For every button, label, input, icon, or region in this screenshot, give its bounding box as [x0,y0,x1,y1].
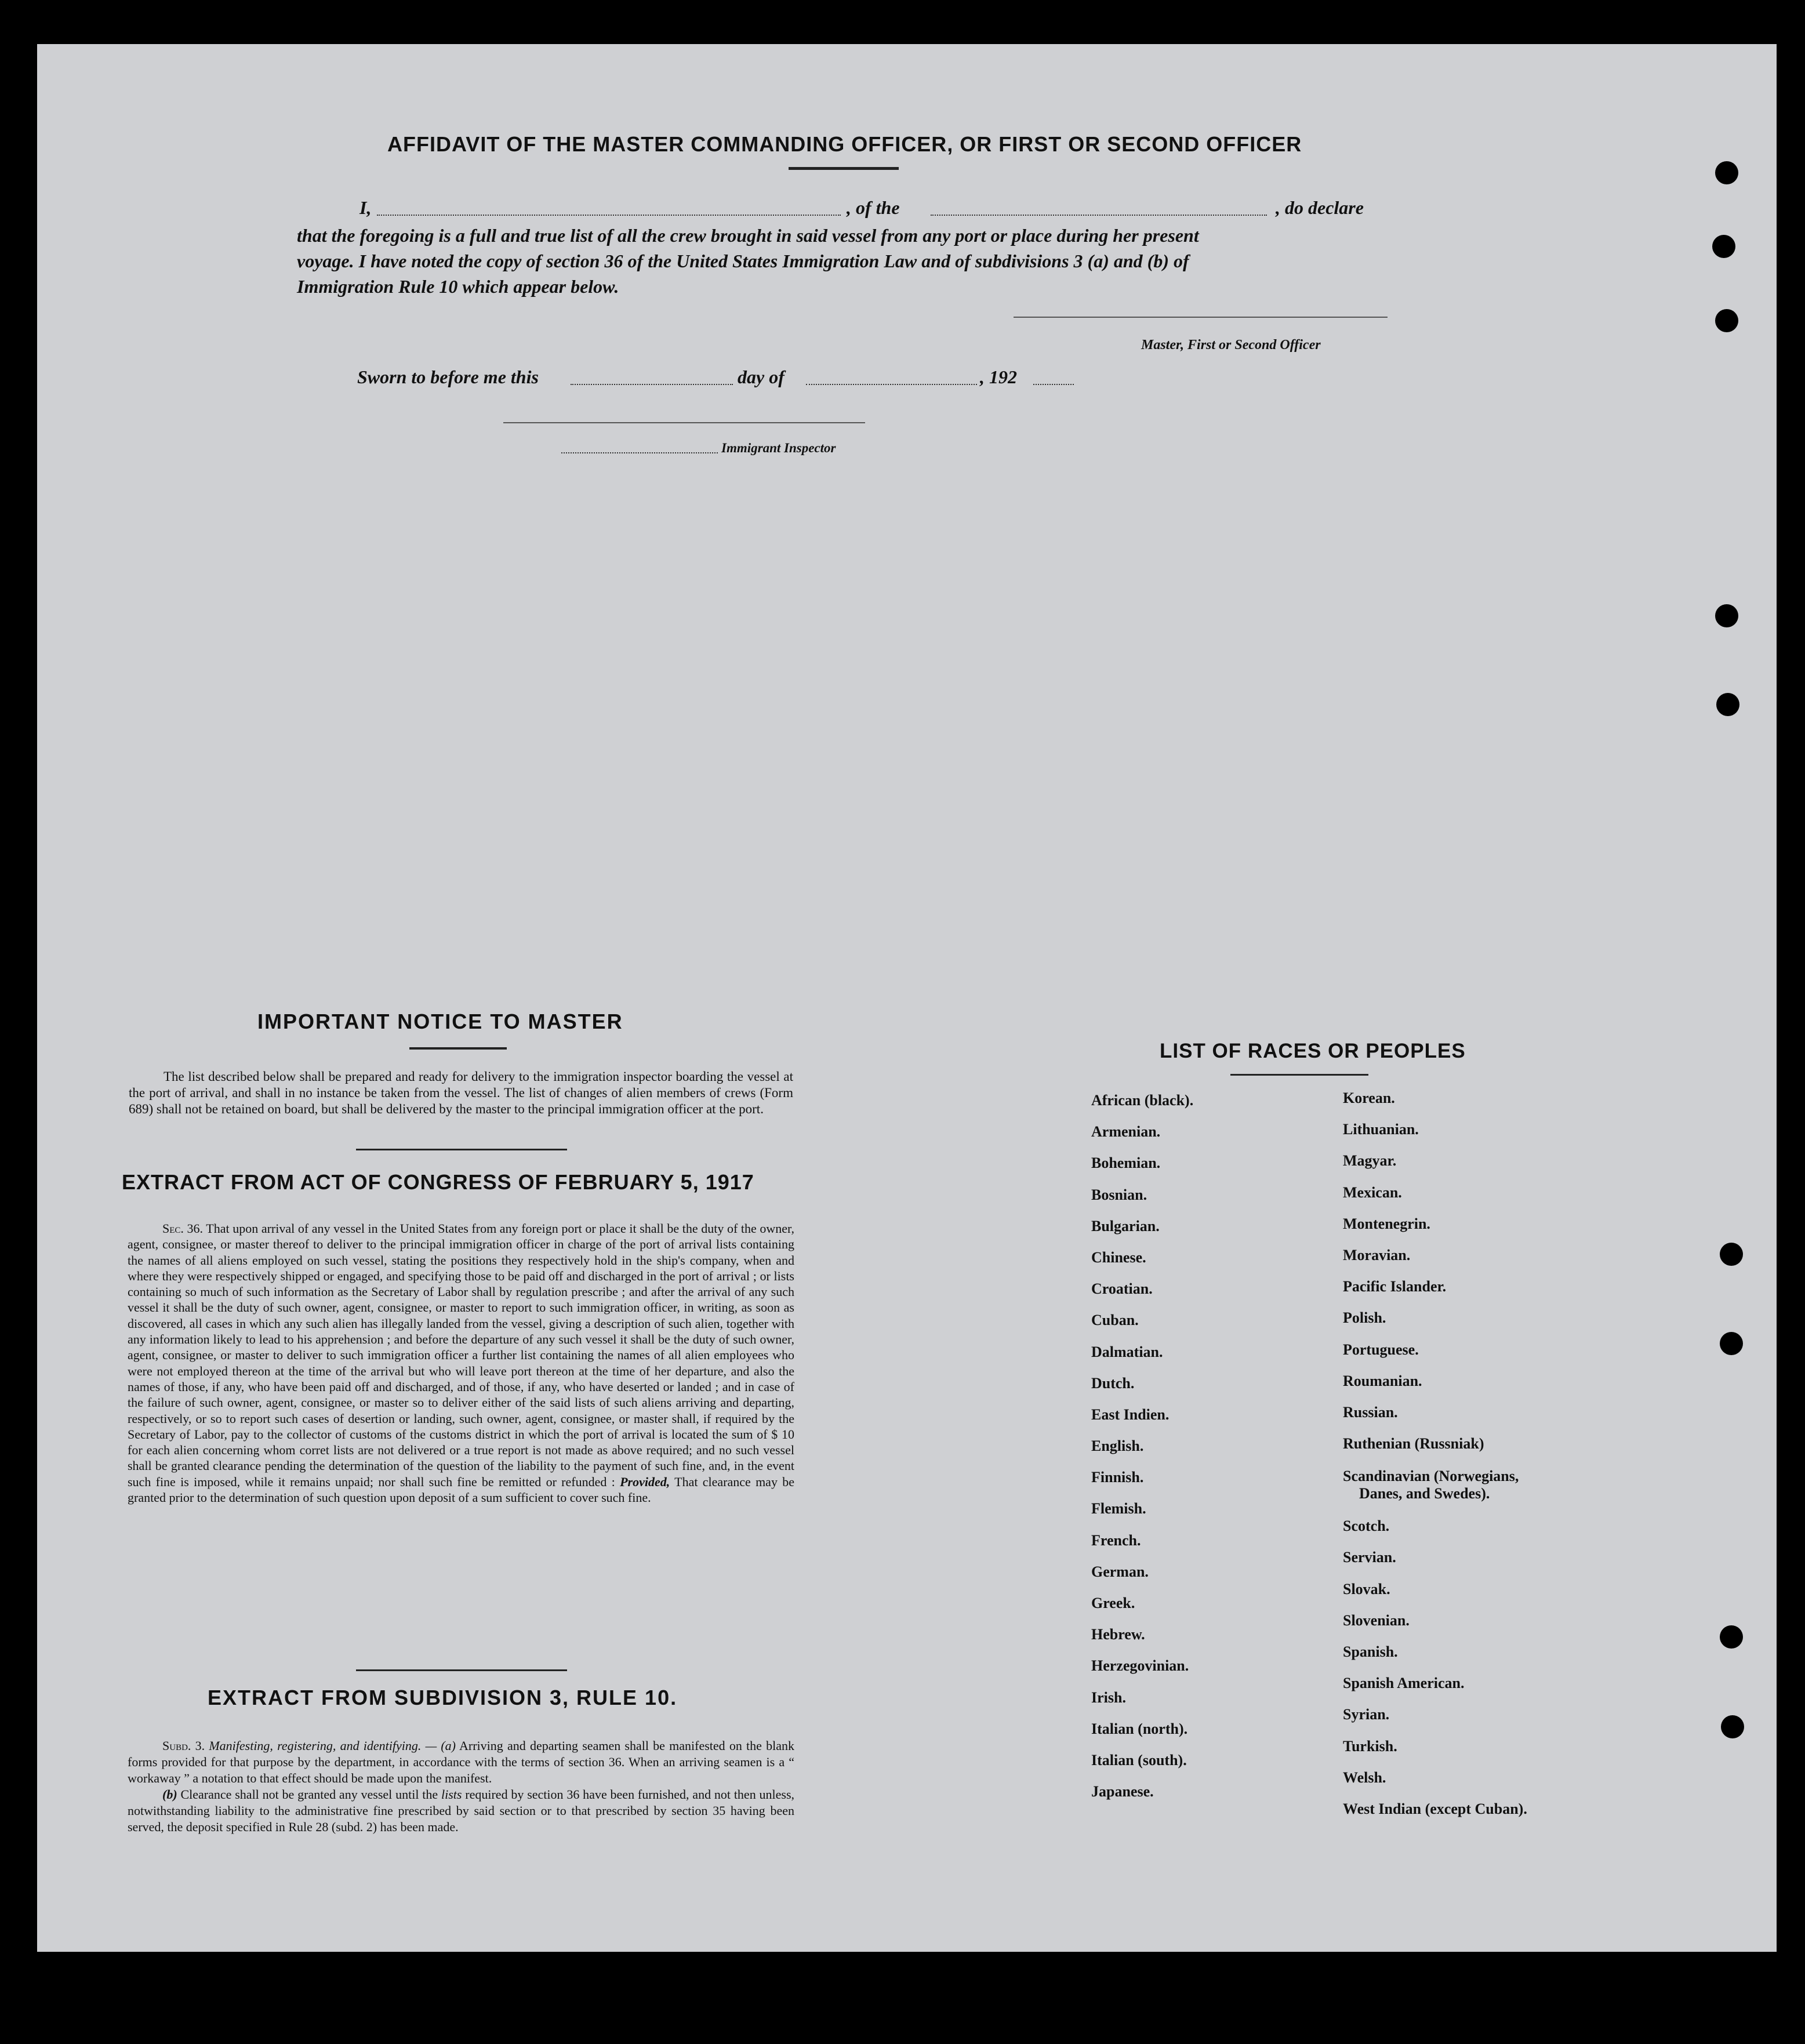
punch-hole-2 [1712,235,1735,258]
races-right-column [1343,1090,1527,1832]
sworn-label: Sworn to before me this [357,366,539,387]
race-bohemian: Bohemian. [1091,1154,1161,1172]
race-italian-north: Italian (north). [1091,1720,1188,1737]
extract-rule-title: EXTRACT FROM SUBDIVISION 3, RULE 10. [208,1686,678,1709]
subd-label: Subd. 3. [162,1738,205,1753]
affidavit-of-the: , of the [847,197,900,218]
race-flemish: Flemish. [1091,1500,1146,1517]
race-roumanian: Roumanian. [1343,1372,1422,1389]
inspector-dotted-line [561,452,718,453]
subd-b-lists: lists [441,1787,462,1802]
race-italian-south: Italian (south). [1091,1751,1187,1769]
affidavit-i: I, [359,197,372,218]
subd-a-label: — (a) [425,1738,456,1753]
race-moravian: Moravian. [1343,1246,1411,1264]
races-title-rule [1230,1074,1368,1076]
notice-title: IMPORTANT NOTICE TO MASTER [257,1010,623,1033]
race-slovak: Slovak. [1343,1580,1390,1598]
race-irish: Irish. [1091,1689,1126,1706]
punch-hole-9 [1721,1715,1744,1738]
race-chinese: Chinese. [1091,1248,1146,1266]
race-dalmatian: Dalmatian. [1091,1343,1163,1360]
race-spanish: Spanish. [1343,1643,1398,1660]
affidavit-line-4: Immigration Rule 10 which appear below. [297,276,619,297]
sworn-month-field[interactable] [806,384,977,385]
race-turkish: Turkish. [1343,1737,1397,1755]
race-magyar: Magyar. [1343,1152,1397,1170]
extract-rule-text [128,1738,794,1835]
race-scotch: Scotch. [1343,1517,1390,1535]
race-dutch: Dutch. [1091,1374,1135,1392]
race-scandinavian-line-2: Danes, and Swedes). [1359,1485,1490,1502]
notice-text [129,1069,793,1117]
punch-hole-3 [1715,309,1738,332]
race-armenian: Armenian. [1091,1123,1161,1141]
sworn-date-field[interactable] [571,384,733,385]
punch-hole-4 [1715,604,1738,627]
sec-36-label: Sec. 36. [162,1221,204,1236]
inspector-caption: Immigrant Inspector [721,441,836,455]
affidavit-title: AFFIDAVIT OF THE MASTER COMMANDING OFFICER, OR FIRST OR SECOND OFFICER [387,132,1302,156]
extract-act-text [128,1221,794,1505]
race-ruthenian: Ruthenian (Russniak) [1343,1435,1484,1453]
race-montenegrin: Montenegrin. [1343,1215,1430,1232]
notice-title-rule [409,1047,507,1050]
affidavit-line-2: that the foregoing is a full and true list of all the crew brought in said vessel from any port or place during her present [297,225,1199,246]
subd-b-label: (b) [162,1787,177,1802]
punch-hole-5 [1716,693,1739,716]
race-russian: Russian. [1343,1403,1398,1421]
race-servian: Servian. [1343,1549,1396,1566]
punch-hole-1 [1715,161,1738,184]
race-west-indian: West Indian (except Cuban). [1343,1800,1527,1817]
race-east-indien: East Indien. [1091,1406,1170,1423]
races-title: LIST OF RACES OR PEOPLES [1160,1040,1466,1062]
provided-label: Provided, [620,1474,670,1489]
subd-b-text-2: required by section 36 have been furnished, and not then unless, notwithstanding liability to the administrative fine prescribed by said section or to that prescribed by section 35 having been served, the deposit specified in Rule 28 (subd. 2) has been made. [128,1787,795,1834]
race-welsh: Welsh. [1343,1769,1386,1786]
race-cuban: Cuban. [1091,1312,1139,1329]
race-greek: Greek. [1091,1595,1135,1611]
affidavit-title-rule [789,167,899,170]
punch-hole-7 [1720,1332,1743,1355]
race-hebrew: Hebrew. [1091,1626,1145,1643]
race-japanese: Japanese. [1091,1783,1154,1800]
race-finnish: Finnish. [1091,1469,1144,1486]
subd-a-text: Arriving and departing seamen shall be manifested on the blank forms provided for that purpose by the department, in accordance with the terms of section 36. When an arriving seamen is a “ workaway ” a notation to that effect should be made upon the manifest. [128,1738,795,1785]
race-lithuanian: Lithuanian. [1343,1121,1419,1138]
day-of-label: day of [738,366,785,387]
sec-36-end: That clearance may be granted prior to the determination of such question upon deposit of a sum sufficient to cover such fine. [128,1474,795,1505]
race-german: German. [1091,1563,1149,1580]
race-polish: Polish. [1343,1309,1386,1327]
notice-paragraph: The list described below shall be prepared and ready for delivery to the immigration inspector boarding the vessel at the port of arrival, and shall in no instance be taken from the vessel. The list of changes of alien members of crews (Form 689) shall not be retained on board, but shall be delivered by the master to the principal immigration officer at the port. [129,1069,793,1116]
vessel-name-field[interactable] [931,215,1267,216]
race-korean: Korean. [1343,1090,1395,1106]
race-spanish-american: Spanish American. [1343,1675,1465,1692]
races-left-column [1091,1092,1193,1814]
affidavit-line-3: voyage. I have noted the copy of section 36 of the United States Immigration Law and of subdivisions 3 (a) and (b) of [297,250,1189,271]
race-croatian: Croatian. [1091,1280,1153,1298]
inspector-signature-line[interactable] [503,422,865,423]
officer-name-field[interactable] [377,215,841,216]
race-pacific-islander: Pacific Islander. [1343,1278,1447,1295]
year-label: , 192 [980,366,1017,387]
race-scandinavian [1343,1466,1527,1517]
race-scandinavian-line-1: Scandinavian (Norwegians, [1343,1468,1519,1485]
sworn-year-field[interactable] [1033,384,1074,385]
race-portuguese: Portuguese. [1343,1341,1419,1358]
affidavit-do-declare: , do declare [1276,197,1364,218]
race-bosnian: Bosnian. [1091,1186,1147,1203]
sec-36-body: That upon arrival of any vessel in the United States from any foreign port or place it shall be the duty of the owner, agent, consignee, or master thereof to deliver to the principal immigration officer in charge of the port of arrival lists containing the names of all aliens employed on such vessel, stating the positions they respectively hold in the ship's company, when and where they were respectively shipped or engaged, and specifying those to be paid off and discharged in the port of arrival ; or lists containing so much of such information as the Secretary of Labor shall by regulation prescribe ; and after the arrival of any such vessel it shall be the duty of such owner, agent, consignee, or master to report to such immigration officer, in writing, as soon as discovered, all cases in which any such alien has illegally landed from the vessel, giving a description of such alien, together with any information likely to lead to his apprehension ; and before the departure of any such vessel it shall be the duty of such owner, agent, consignee, or master to deliver to such immigration officer a further list containing the names of all alien employees who were not employed thereon at the time of the arrival but who will leave port thereon at the time of her departure, and also the names of those, if any, who have been paid off and discharged, and of those, if any, who have deserted or landed ; and in case of the failure of such owner, agent, consignee, or master so to deliver either of the said lists of such aliens arriving and departing, respectively, or so to report such cases of desertion or landing, such owner, agent, consignee, or master shall, if required by the Secretary of Labor, pay to the collector of customs of the customs district in which the port of arrival is located the sum of $ 10 for each alien concerning whom corret lists are not delivered or a true report is not made as above required; and no such vessel shall be granted clearance pending the determination of the question of the liability to the payment of such fine, and, in the event such fine is imposed, while it remains unpaid; nor shall such fine be remitted or refunded : [128,1221,795,1489]
notice-divider [356,1149,567,1150]
race-french: French. [1091,1531,1141,1549]
punch-hole-8 [1720,1625,1743,1649]
race-mexican: Mexican. [1343,1183,1402,1201]
race-english: English. [1091,1437,1144,1455]
extract-act-title: EXTRACT FROM ACT OF CONGRESS OF FEBRUARY 5, 1917 [122,1170,754,1194]
master-signature-line[interactable] [1014,317,1388,318]
race-herzegovinian: Herzegovinian. [1091,1657,1189,1675]
race-african: African (black). [1091,1092,1194,1109]
extract-act-divider [356,1669,567,1671]
subd-b-text-1: Clearance shall not be granted any vessel until the [180,1787,438,1802]
punch-hole-6 [1720,1243,1743,1266]
race-bulgarian: Bulgarian. [1091,1217,1160,1235]
race-slovenian: Slovenian. [1343,1611,1410,1629]
subd-heading: Manifesting, registering, and identifying. [209,1738,422,1753]
race-syrian: Syrian. [1343,1706,1390,1723]
master-caption: Master, First or Second Officer [1141,337,1321,353]
